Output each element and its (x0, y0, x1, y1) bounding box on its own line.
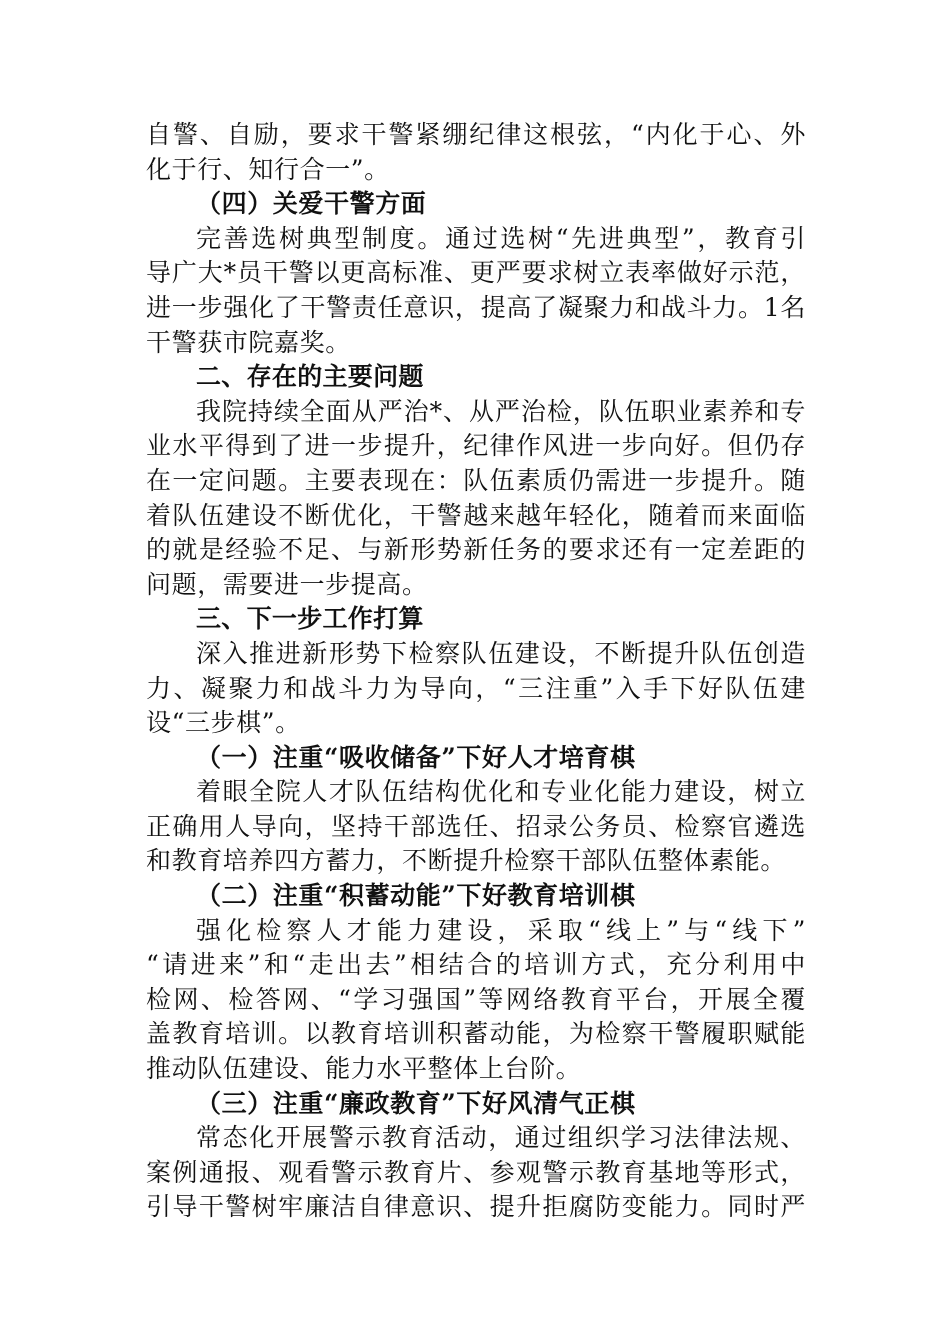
paragraph-line: “请进来”和“走出去”相结合的培训方式，充分利用中 (146, 950, 806, 980)
paragraph-line: 完善选树典型制度。通过选树“先进典型”，教育引 (196, 223, 806, 253)
section-heading-block (146, 360, 806, 395)
paragraph (146, 775, 806, 879)
paragraph-line: 的就是经验不足、与新形势新任务的要求还有一定差距的 (146, 535, 806, 565)
paragraph-line: 着眼全院人才队伍结构优化和专业化能力建设，树立 (196, 777, 806, 807)
paragraph (146, 637, 806, 741)
paragraph (146, 395, 806, 603)
paragraph-line: 深入推进新形势下检察队伍建设，不断提升队伍创造 (196, 638, 806, 668)
paragraph-line: 强化检察人才能力建设，采取“线上”与“线下” (196, 915, 806, 945)
paragraph (146, 222, 806, 360)
section-heading: 三、下一步工作打算 (196, 604, 424, 634)
section-heading: 二、存在的主要问题 (196, 362, 424, 392)
paragraph-line: 设“三步棋”。 (146, 708, 301, 738)
paragraph-line: 干警获市院嘉奖。 (146, 327, 351, 357)
paragraph-line: 常态化开展警示教育活动，通过组织学习法律法规、 (196, 1123, 806, 1153)
paragraph-line: 业水平得到了进一步提升，纪律作风进一步向好。但仍存 (146, 431, 806, 461)
paragraph-line: 我院持续全面从严治*、从严治检，队伍职业素养和专 (196, 396, 806, 426)
subsection-heading: （二）注重“积蓄动能”下好教育培训棋 (196, 881, 636, 911)
document-body (146, 118, 806, 1225)
subsection-heading: （一）注重“吸收储备”下好人才培育棋 (196, 742, 636, 772)
subsection-heading-block (146, 741, 806, 776)
subsection-heading-block (146, 187, 806, 222)
paragraph-line: 进一步强化了干警责任意识，提高了凝聚力和战斗力。1名 (146, 292, 806, 322)
paragraph-line: 引导干警树牢廉洁自律意识、提升拒腐防变能力。同时严 (146, 1192, 806, 1222)
subsection-heading: （四）关爱干警方面 (196, 189, 427, 219)
subsection-heading: （三）注重“廉政教育”下好风清气正棋 (196, 1088, 636, 1118)
paragraph-line: 导广大*员干警以更高标准、更严要求树立表率做好示范， (146, 258, 806, 288)
paragraph-line: 力、凝聚力和战斗力为导向，“三注重”入手下好队伍建 (146, 673, 806, 703)
paragraph-line: 检网、检答网、“学习强国”等网络教育平台，开展全覆 (146, 984, 806, 1014)
paragraph (146, 1121, 806, 1225)
paragraph-line: 自警、自励，要求干警紧绷纪律这根弦，“内化于心、外 (146, 120, 806, 149)
section-heading-block (146, 602, 806, 637)
paragraph (146, 118, 806, 187)
paragraph-line: 案例通报、观看警示教育片、参观警示教育基地等形式， (146, 1157, 806, 1187)
paragraph-line: 着队伍建设不断优化，干警越来越年轻化，随着而来面临 (146, 500, 806, 530)
paragraph-line: 正确用人导向，坚持干部选任、招录公务员、检察官遴选 (146, 811, 806, 841)
paragraph-line: 盖教育培训。以教育培训积蓄动能，为检察干警履职赋能 (146, 1019, 806, 1049)
paragraph (146, 914, 806, 1087)
paragraph-line: 在一定问题。主要表现在：队伍素质仍需进一步提升。随 (146, 465, 806, 495)
subsection-heading-block (146, 1087, 806, 1122)
subsection-heading-block (146, 879, 806, 914)
paragraph-line: 推动队伍建设、能力水平整体上台阶。 (146, 1054, 582, 1084)
paragraph-line: 化于行、知行合一”。 (146, 154, 390, 184)
paragraph-line: 和教育培养四方蓄力，不断提升检察干部队伍整体素能。 (146, 846, 787, 876)
paragraph-line: 问题，需要进一步提高。 (146, 569, 428, 599)
